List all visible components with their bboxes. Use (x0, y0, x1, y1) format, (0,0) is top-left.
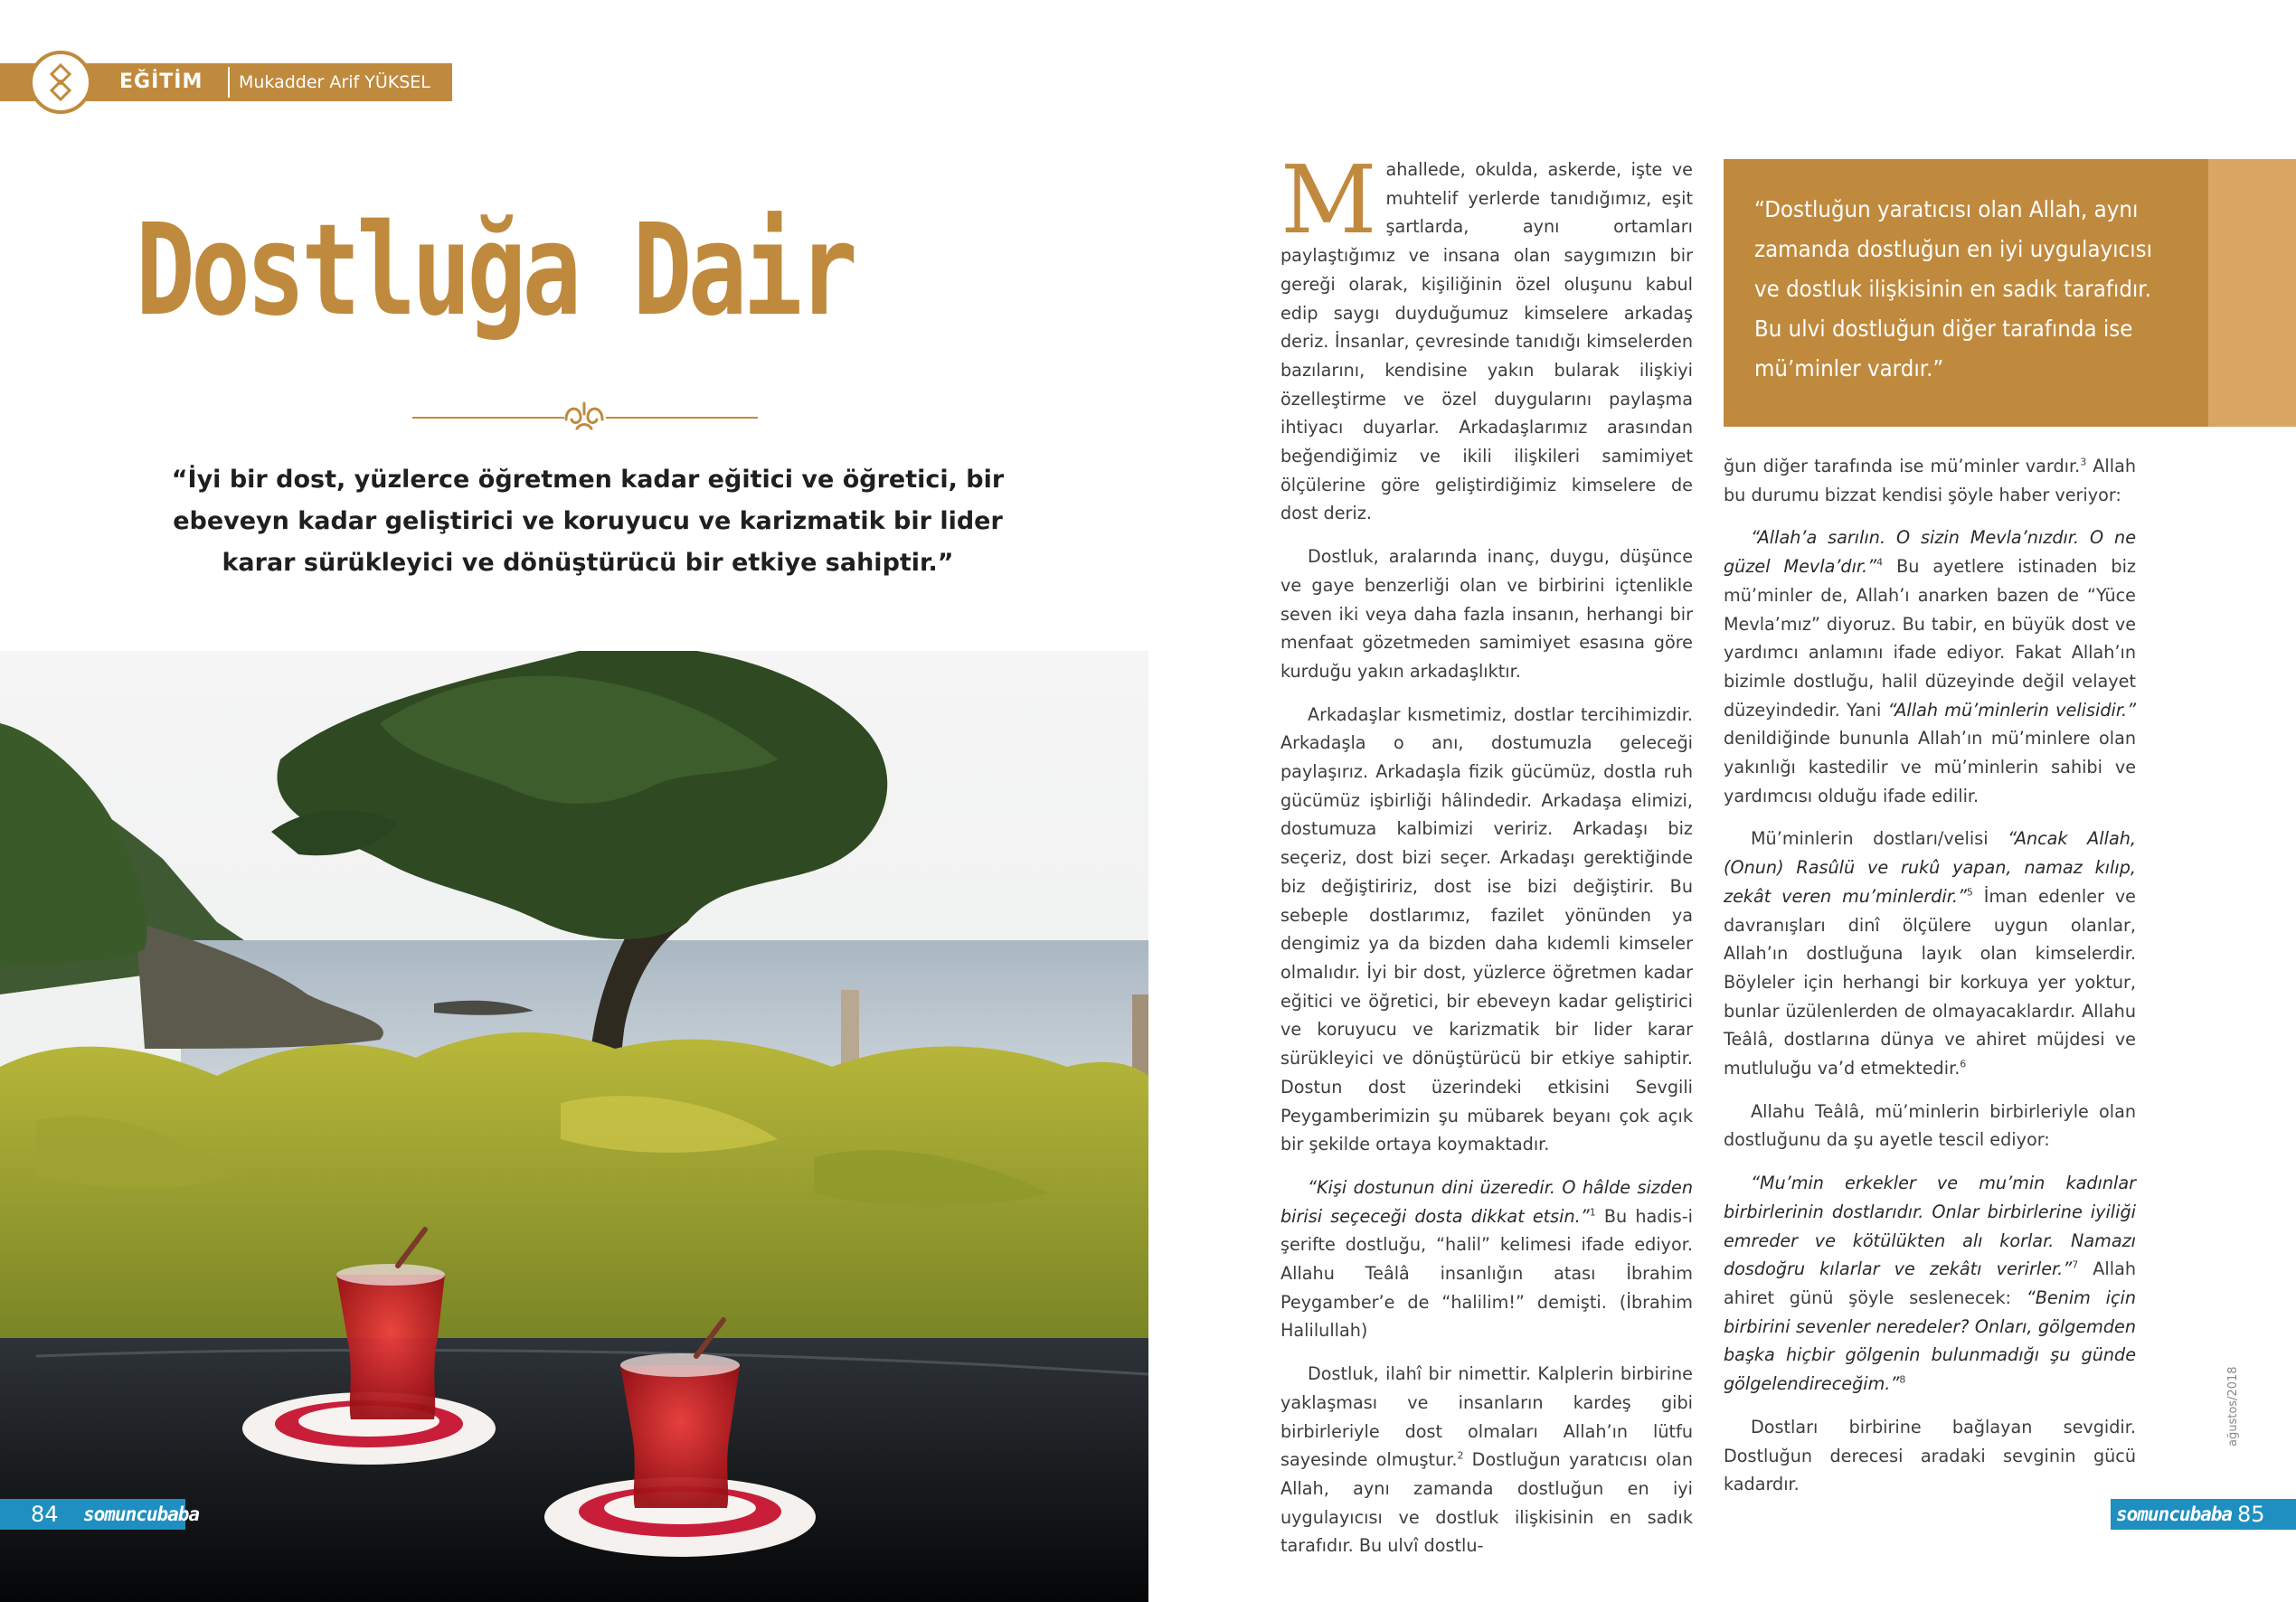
paragraph: ğun diğer tarafında ise mü’minler vardır.$^3$ Allah bu durumu bizzat kendisi şöyle haber veriyor: (1724, 456, 2136, 505)
ornament-emblem-icon (29, 51, 92, 114)
article-photo (0, 651, 1148, 1602)
article-title: Dostluğa Dair (136, 197, 854, 344)
pull-quote-text: “Dostluğun yaratıcısı olan Allah, aynı zamanda dostluğun en iyi uygulayıcısı ve dostluk ilişkisinin en sadık tarafıdır. Bu ulvi dostluğun diğer tarafında ise mü’minler vardır.” (1754, 196, 2152, 382)
epigraph-quote: “İyi bir dost, yüzlerce öğretmen kadar eğitici ve öğretici, bir ebeveyn kadar geliştirici ve koruyucu ve karizmatik bir lider karar sürükleyici ve dönüştürücü bir etkiye sahiptir.” (171, 466, 1005, 577)
paragraph: Dostluk, aralarında inanç, duygu, düşünce ve gaye benzerliği olan ve birbirini içtenlikle seven iki veya daha fazla insanın, herhangi bir menfaat gözetmeden samimiyet esasına göre kurduğu yakın arkadaşlıktır. (1280, 546, 1693, 682)
ornament-flourish-icon (561, 396, 608, 441)
paragraph: “Mu’min erkekler ve mu’min kadınlar birbirlerinin dostlarıdır. Onlar birbirlerine iyiliği emreder ve kötülükten alı korlar. Namazı dosdoğru kılarlar ve zekâtı verirler.”$^7$ Allah ahiret günü şöyle seslenecek: “Benim için birbirini sevenler neredeler? Onları, gölgemden başka hiçbir gölgenin bulunmadığı şu günde gölgelendireceğim.”$^8$ (1724, 1173, 2136, 1395)
page-number-right: 85 (2237, 1502, 2265, 1527)
paragraph: Mahallede, okulda, askerde, işte ve muhtelif yerlerde tanıdığımız, eşit şartlarda, aynı ortamları paylaştığımız ve insana olan saygımızın bir gereği olarak, kişiliğinin özel oluşunu kabul edip saygı duyduğumuz kimselere arkadaş deriz. İnsanlar, çevresinde tanıdığı kimselerden bazılarını, kendisine yakın bularak ilişkiyi özelleştirme ve özel duygularını paylaşma ihtiyacı duyarlar. Arkadaşlarımız arasından beğendiğimiz ve ikili ilişkileri samimiyet ölçülerine göre geliştirdiğimiz kimselere de dost deriz. (1280, 145, 1693, 524)
brand-logo-right: somuncubaba (2116, 1503, 2233, 1525)
issue-date: ağustos/2018 (2226, 1366, 2240, 1447)
text-column-1 (1280, 145, 1694, 1575)
brand-logo-left: somuncubaba (83, 1503, 200, 1525)
page-number-left: 84 (31, 1502, 59, 1527)
paragraph: Arkadaşlar kısmetimiz, dostlar tercihimizdir. Arkadaşla o anı, dostumuzla geleceği paylaşırız. Arkadaşla fizik gücümüz, dostla ruh gücümüz işbirliği hâlindedir. Arkadaşa elimizi, dostumuza kalbimizi veririz. Arkadaşı biz seçeriz, dost bizi seçer. Arkadaşı gerektiğinde biz değiştiririz, dost ise bizi değiştirir. Bu sebeple dostlarımız, fazilet yönünden ya dengimiz ya da bizden daha kıdemli kimseler olmalıdır. İyi bir dost, yüzlerce öğretmen kadar eğitici ve öğretici, bir ebeveyn kadar geliştirici ve koruyucu ve karizmatik bir lider karar sürükleyici ve dönüştürücü bir etkiye sahiptir. Dostun dost üzerindeki etkisini Sevgili Peygamberimizin şu mübarek beyanı çok açık bir şekilde ortaya koymaktadır. (1280, 703, 1693, 1155)
paragraph: “Kişi dostunun dini üzeredir. O hâlde sizden birisi seçeceği dosta dikkat etsin.”$^1$ Bu hadis-i şerifte dostluğu, “halil” kelimesi ifade ediyor. Allahu Teâlâ insanlığın atası İbrahim Peygamber’e de “halilim!” demişti. (İbrahim Halilullah) (1280, 1176, 1694, 1342)
ornament-line-right (606, 417, 758, 419)
header-divider (228, 67, 230, 98)
paragraph: “Allah’a sarılın. O sizin Mevla’nızdır. O ne güzel Mevla’dır.”$^4$ Bu ayetlere istinaden biz mü’minler de, Allah’ı anarken bazen de “Yüce Mevla’mız” diyoruz. Bu tabir, en büyük dost ve yardımcı anlamını ifade ediyor. Fakat Allah’ın bizimle dostluğu, halil düzeyinde değil velayet düzeyindedir. Yani “Allah mü’minlerin velisidir.” denildiğinde bununla Allah’ın mü’minlere olan yakınlığı kastedilir ve mü’minlerin sahibi ve yardımcısı olduğu ifade edilir. (1724, 527, 2137, 806)
pull-quote-side-band (2208, 159, 2296, 427)
ornament-line-left (412, 417, 564, 419)
section-label: EĞİTİM (119, 71, 203, 93)
drop-cap: M (1280, 145, 1377, 255)
paragraph: Allahu Teâlâ, mü’minlerin birbirleriyle olan dostluğunu da şu ayetle tescil ediyor: (1724, 1100, 2136, 1151)
paragraph: Dostları birbirine bağlayan sevgidir. Dostluğun derecesi aradaki sevginin gücü kadardır. (1724, 1416, 2136, 1495)
paragraph: Mü’minlerin dostları/velisi “Ancak Allah, (Onun) Rasûlü ve rukû yapan, namaz kılıp, zekât veren mu’minlerdir.”$^5$ İman edenler ve davranışları dinî ölçülere uygun olanlar, Allah’ın dostluğuna layık olan kimselerdir. Böyleler için herhangi bir korkuya yer yoktur, bunlar üzülenlerden de olmayacaklardır. Allahu Teâlâ, dostlarına dünya ve ahiret müjdesi ve mutluluğu va’d etmektedir.$^6$ (1724, 828, 2136, 1079)
paragraph: Dostluk, ilahî bir nimettir. Kalplerin birbirine yaklaşması ve insanların kardeş gibi birbirleriyle dost olmaları Allah’ın lütfu sayesinde olmuştur.$^2$ Dostluğun yaratıcısı olan Allah, aynı zamanda dostluğun en iyi uygulayıcısı ve dostluk ilişkisinin en sadık tarafıdır. Bu ulvî dostlu- (1280, 1363, 1693, 1557)
author-name: Mukadder Arif YÜKSEL (239, 72, 430, 92)
text-column-2 (1724, 452, 2136, 1513)
